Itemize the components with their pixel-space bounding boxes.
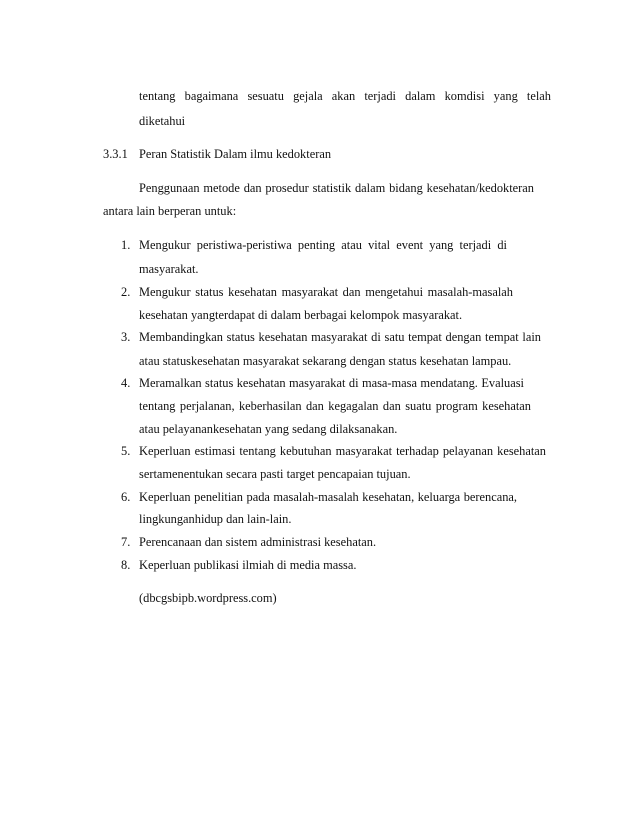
paragraph-line-2: antara lain berperan untuk:: [103, 204, 237, 218]
list-item-number: 3.: [121, 330, 131, 344]
list-item-number: 8.: [121, 558, 131, 572]
list-item-number: 7.: [121, 535, 131, 549]
intro-line-2: diketahui: [139, 114, 186, 128]
list-item-line: atau statuskesehatan masyarakat sekarang dengan status kesehatan lampau.: [139, 354, 512, 368]
list-item-line: kesehatan yangterdapat di dalam berbagai kelompok masyarakat.: [139, 308, 463, 322]
list-item-line: Keperluan estimasi tentang kebutuhan masyarakat terhadap pelayanan kesehatan: [139, 444, 546, 458]
list-item-number: 6.: [121, 490, 131, 504]
section-title: Peran Statistik Dalam ilmu kedokteran: [139, 147, 332, 161]
intro-line-1: tentang bagaimana sesuatu gejala akan terjadi dalam komdisi yang telah: [139, 89, 551, 103]
list-item-number: 5.: [121, 444, 131, 458]
list-item-line: Mengukur peristiwa-peristiwa penting atau vital event yang terjadi di: [139, 238, 507, 252]
list-item-line: Membandingkan status kesehatan masyarakat di satu tempat dengan tempat lain: [139, 330, 541, 344]
list-item-line: sertamenentukan secara pasti target pencapaian tujuan.: [139, 467, 411, 481]
list-item-number: 4.: [121, 376, 131, 390]
section-number: 3.3.1: [103, 147, 128, 161]
paragraph-line-1: Penggunaan metode dan prosedur statistik dalam bidang kesehatan/kedokteran: [139, 181, 534, 195]
list-item-line: Keperluan publikasi ilmiah di media massa.: [139, 558, 357, 572]
list-item-line: Meramalkan status kesehatan masyarakat di masa-masa mendatang. Evaluasi: [139, 376, 524, 390]
list-item-line: lingkunganhidup dan lain-lain.: [139, 512, 292, 526]
list-item-line: Perencanaan dan sistem administrasi kesehatan.: [139, 535, 377, 549]
list-item-line: masyarakat.: [139, 262, 199, 276]
list-item-line: Mengukur status kesehatan masyarakat dan mengetahui masalah-masalah: [139, 285, 513, 299]
list-item-line: atau pelayanankesehatan yang sedang dilaksanakan.: [139, 422, 398, 436]
list-item-number: 1.: [121, 238, 131, 252]
list-item-line: tentang perjalanan, keberhasilan dan kegagalan dan suatu program kesehatan: [139, 399, 531, 413]
list-item-line: Keperluan penelitian pada masalah-masalah kesehatan, keluarga berencana,: [139, 490, 517, 504]
list-item-number: 2.: [121, 285, 131, 299]
source-citation: (dbcgsbipb.wordpress.com): [139, 591, 277, 605]
